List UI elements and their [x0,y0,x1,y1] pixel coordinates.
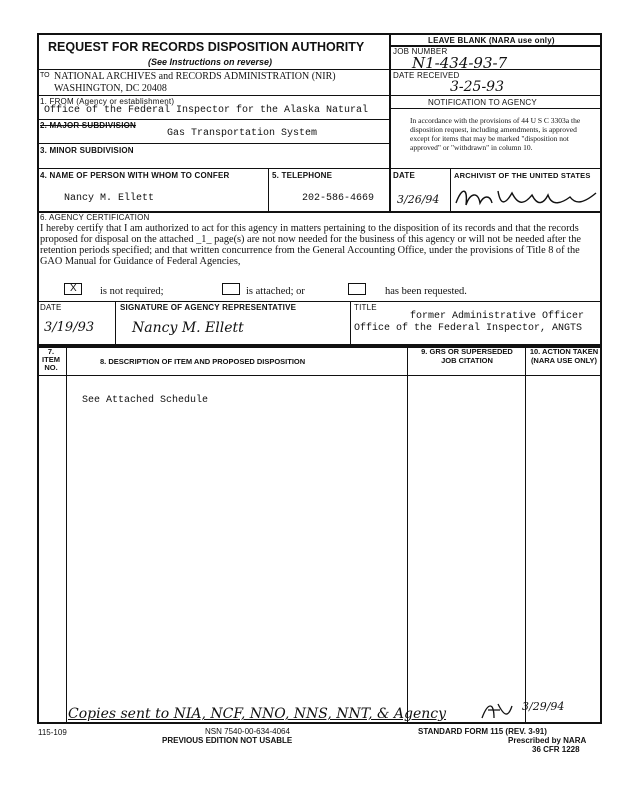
nara-header: LEAVE BLANK (NARA use only) [428,36,555,45]
cfr-reference: 36 CFR 1228 [532,745,580,754]
not-required-mark: X [70,283,77,294]
nsn-number: NSN 7540-00-634-4064 [205,727,290,736]
from-value: Office of the Federal Inspector for the Alaska Natural [44,105,369,116]
divider [37,95,391,96]
cert-text: I hereby certify that I am authorized to act for this agency in matters pertaining to the disposition of its records and that the records proposed for disposal on the attached _1_ page(s) are not now needed for the business of this agency or will not be needed after the retention periods specified; and that written concurrence from the General Accounting Office, under the provisions of Title 8 of the GAO Manual for Guidance of Federal Agencies, [40,223,581,267]
divider [66,346,67,723]
received-value: 3-25-93 [450,79,504,95]
sig-label: SIGNATURE OF AGENCY REPRESENTATIVE [120,303,297,312]
divider [37,168,391,169]
attached-checkbox[interactable] [222,283,240,295]
major-value: Gas Transportation System [167,128,318,139]
col8-header: 8. DESCRIPTION OF ITEM AND PROPOSED DISPOSITION [100,357,306,366]
divider [389,168,602,169]
to-line1: NATIONAL ARCHIVES and RECORDS ADMINISTRATION (NIR) [54,71,336,82]
previous-edition: PREVIOUS EDITION NOT USABLE [162,736,293,745]
phone-label: 5. TELEPHONE [272,171,333,180]
cert-date-value: 3/19/93 [44,320,95,335]
cert-label: 6. AGENCY CERTIFICATION [40,213,150,222]
notification-label: NOTIFICATION TO AGENCY [428,98,537,107]
notification-text: In accordance with the provisions of 44 U S C 3303a the disposition request, including amendments, is approved except for items that may be marked "disposition not approved" or "withdrawn" in column 10. [410,116,581,152]
standard-form: STANDARD FORM 115 (REV. 3-91) [418,727,547,736]
reviewer-initials [480,700,514,722]
initials-date: 3/29/94 [522,700,565,713]
divider [37,119,391,120]
prescribed-by: Prescribed by NARA [508,736,587,745]
minor-label: 3. MINOR SUBDIVISION [40,146,134,155]
from-label: 1. FROM (Agency or establishment) [40,97,175,106]
divider [389,108,602,109]
title-line1: former Administrative Officer [410,311,585,322]
table-body-text: See Attached Schedule [82,395,209,406]
name-label: 4. NAME OF PERSON WITH WHOM TO CONFER [40,171,230,180]
requested-checkbox[interactable] [348,283,366,295]
divider [407,346,408,723]
divider [450,168,451,212]
divider [389,95,602,96]
form-subtitle: (See Instructions on reverse) [148,57,273,67]
job-label: JOB NUMBER [393,47,448,56]
requested-label: has been requested. [385,286,467,297]
to-line2: WASHINGTON, DC 20408 [54,83,167,94]
sig-value: Nancy M. Ellett [132,320,244,336]
name-value: Nancy M. Ellett [64,193,155,204]
divider [37,69,391,70]
divider [37,143,391,144]
copies-sent-note: Copies sent to NIA, NCF, NNO, NNS, NNT, & Agency [68,706,447,722]
to-label: TO [40,72,50,79]
col9-header: 9. GRS OR SUPERSEDED JOB CITATION [421,347,513,365]
major-label: 2. MAJOR SUBDIVISION [40,121,137,130]
divider [525,346,526,723]
col7-header: 7. ITEM NO. [42,347,60,372]
divider [37,301,602,302]
phone-value: 202-586-4669 [302,193,375,204]
cert-date-label: DATE [40,303,62,312]
not-required-label: is not required; [100,286,164,297]
divider [389,69,602,70]
title-line2: Office of the Federal Inspector, ANGTS [354,323,583,334]
job-value: N1-434-93-7 [412,54,508,72]
divider [268,168,269,212]
archivist-signature [452,183,602,213]
title-label: TITLE [354,303,377,312]
divider [350,301,351,345]
col10-header: 10. ACTION TAKEN (NARA USE ONLY) [529,347,599,365]
form-code: 115-109 [38,728,67,737]
attached-label: is attached; or [246,286,305,297]
divider [115,301,116,345]
nara-date-value: 3/26/94 [397,193,440,206]
nara-date-label: DATE [393,171,415,180]
received-label: DATE RECEIVED [393,71,460,80]
form-title: REQUEST FOR RECORDS DISPOSITION AUTHORITY [48,40,365,54]
archivist-label: ARCHIVIST OF THE UNITED STATES [454,171,591,180]
divider [37,375,602,376]
